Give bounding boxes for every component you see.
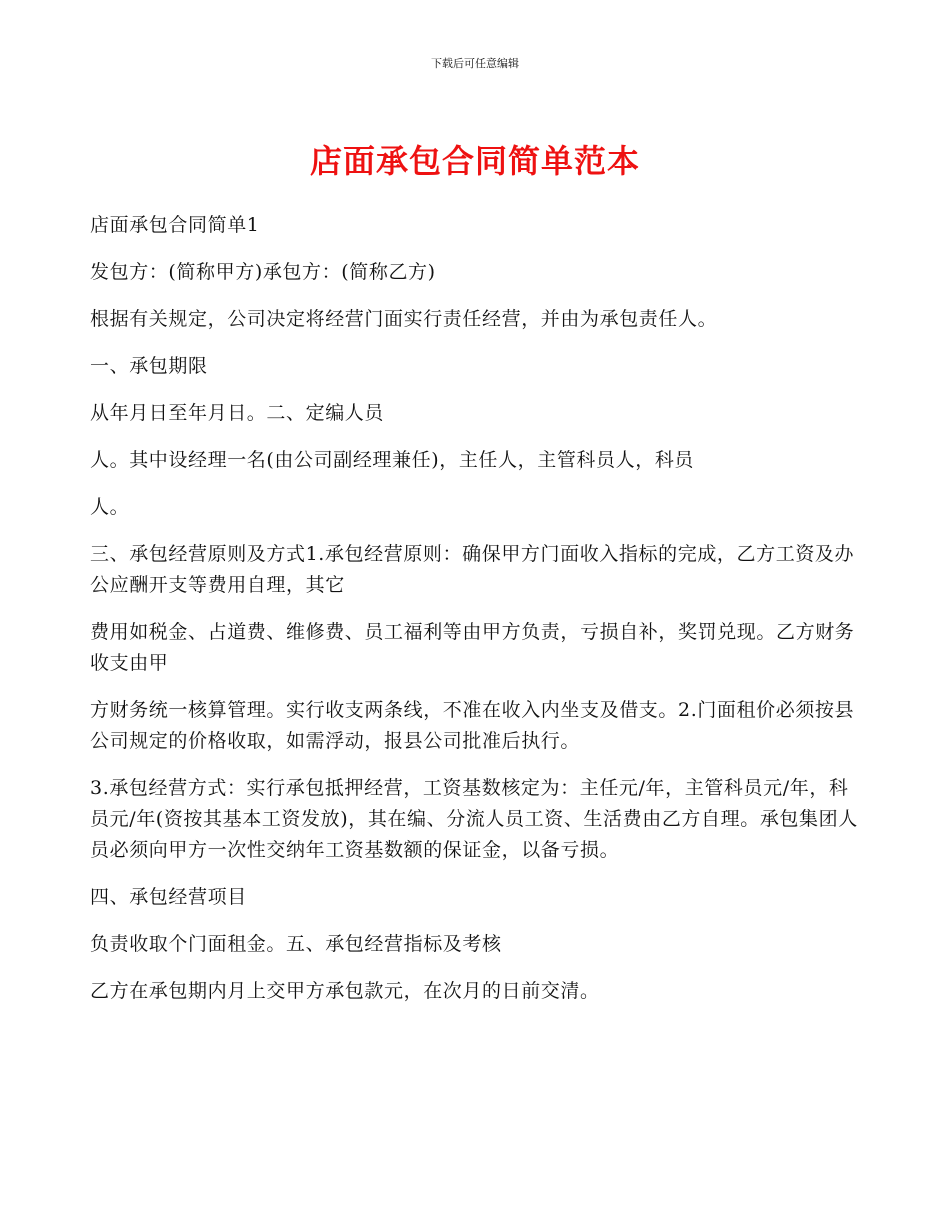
section-heading-term: 一、承包期限 (90, 355, 208, 377)
paragraph-staffing-end: 人。 (90, 496, 130, 518)
paragraph-parties: 发包方：(简称甲方)承包方：(简称乙方) (90, 261, 436, 283)
paragraph-expenses: 费用如税金、占道费、维修费、员工福利等由甲方负责，亏损自补，奖罚兑现。乙方财务收支由甲 (90, 621, 855, 674)
header-note: 下载后可任意编辑 (431, 57, 519, 70)
paragraph-finance: 方财务统一核算管理。实行收支两条线，不准在收入内坐支及借支。2.门面租价必须按县公司规定的价格收取，如需浮动，报县公司批准后执行。 (90, 699, 855, 752)
paragraph-payment: 乙方在承包期内月上交甲方承包款元，在次月的日前交清。 (90, 980, 600, 1002)
paragraph-intro: 根据有关规定，公司决定将经营门面实行责任经营，并由为承包责任人。 (90, 308, 718, 330)
section-heading-items: 四、承包经营项目 (90, 886, 247, 908)
paragraph-subtitle: 店面承包合同简单1 (90, 214, 260, 236)
paragraph-term: 从年月日至年月日。二、定编人员 (90, 402, 385, 424)
paragraph-method: 3.承包经营方式：实行承包抵押经营，工资基数核定为：主任元/年，主管科员元/年，科员元/年(资按其基本工资发放)，其在编、分流人员工资、生活费由乙方自理。承包集团人员必须向甲方一次性交纳年工资基数额的保证金，以备亏损。 (90, 777, 858, 861)
document-body (90, 210, 860, 1023)
paragraph-staffing: 人。其中设经理一名(由公司副经理兼任)，主任人，主管科员人，科员 (90, 449, 695, 471)
paragraph-principles: 三、承包经营原则及方式1.承包经营原则：确保甲方门面收入指标的完成，乙方工资及办公应酬开支等费用自理，其它 (90, 543, 855, 596)
document-title: 店面承包合同简单范本 (309, 142, 640, 180)
paragraph-items: 负责收取个门面租金。五、承包经营指标及考核 (90, 933, 502, 955)
